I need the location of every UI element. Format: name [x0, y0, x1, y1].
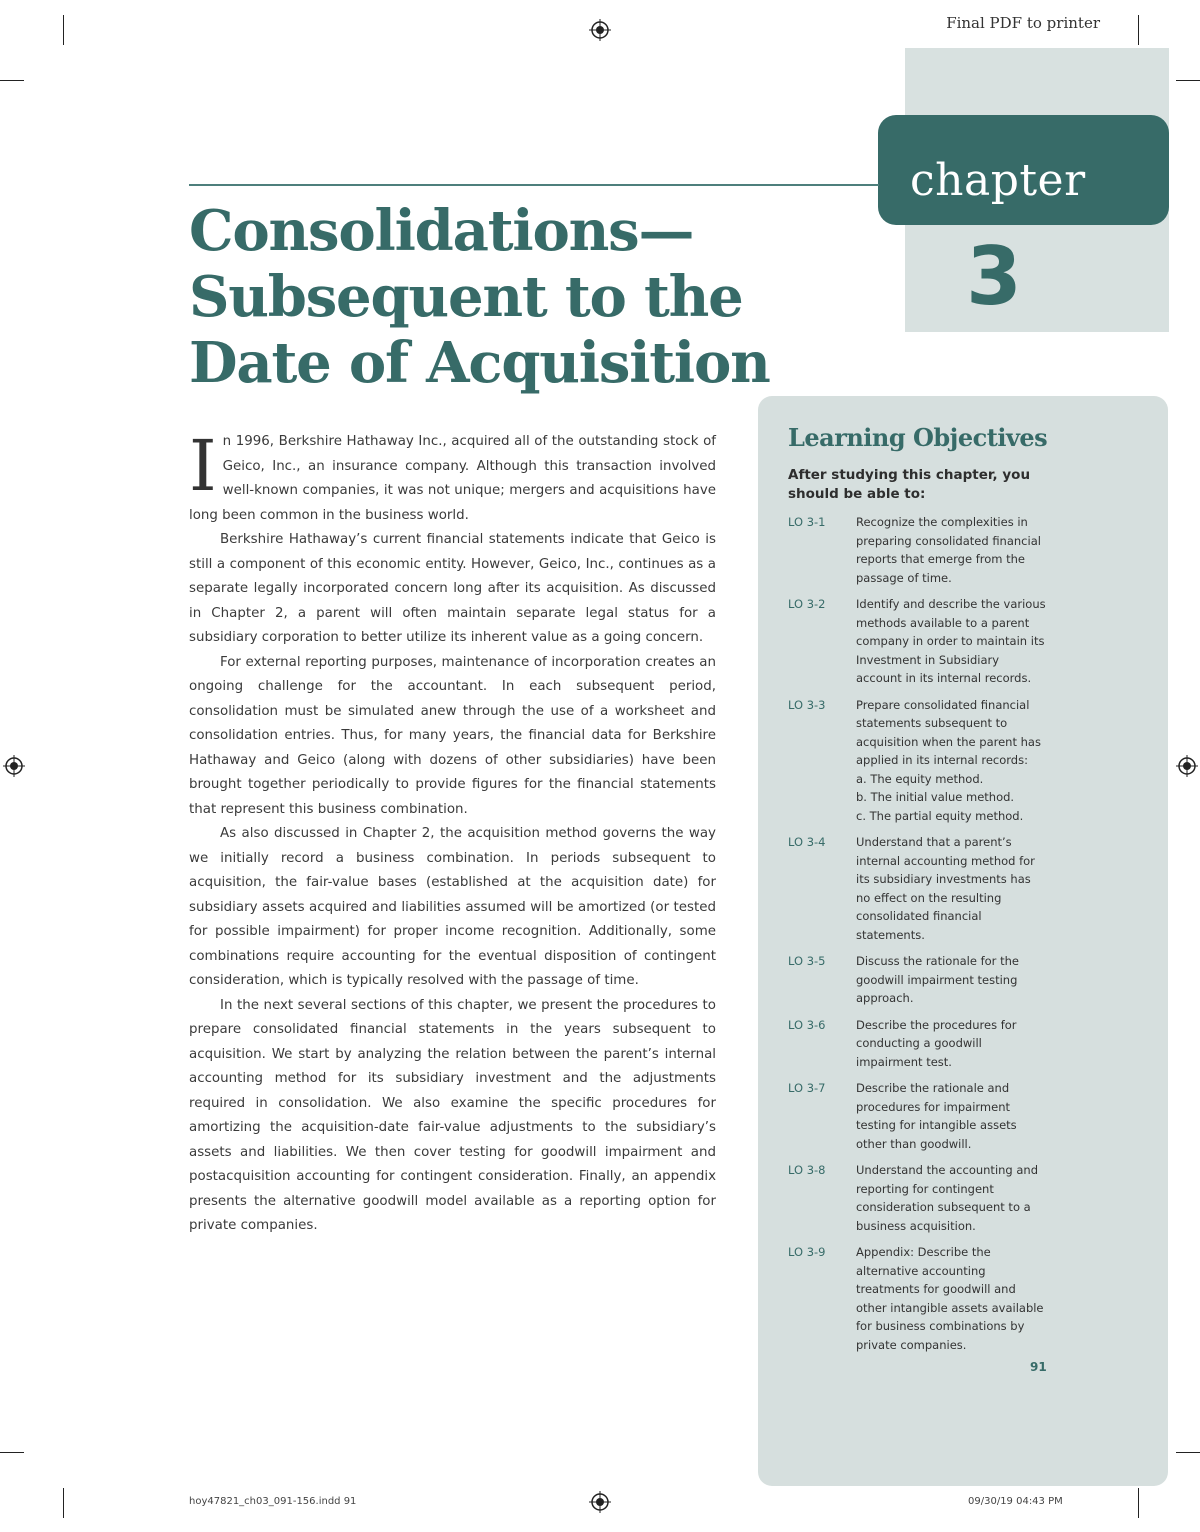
crop-mark — [1176, 80, 1200, 81]
page-number: 91 — [1030, 1360, 1047, 1374]
registration-mark-icon — [589, 19, 611, 41]
learning-objective-text — [856, 696, 1046, 826]
learning-objective-code: LO 3-3 — [788, 697, 826, 712]
crop-mark — [1176, 1452, 1200, 1453]
learning-objective-text — [856, 1079, 1046, 1153]
learning-objective-item — [788, 1243, 1053, 1354]
chapter-label: chapter — [910, 155, 1086, 206]
learning-objective-code: LO 3-7 — [788, 1081, 826, 1095]
title-rule — [189, 184, 879, 186]
paragraph: In the next several sections of this chapter, we present the procedures to prepare consolidated financial statements in the years subsequent to acquisition. We start by analyzing the relation between the parent’s internal accounting method for its subsidiary investment and the adjustments required in consolidation. We also examine the specific procedures for amortizing the acquisition-date fair-value adjustments to the subsidiary’s assets and liabilities. We then cover testing for goodwill impairment and postacquisition accounting for contingent consideration. Finally, an appendix presents the alternative goodwill model available as a reporting option for private companies. — [189, 997, 716, 1233]
learning-objective-text — [856, 1243, 1046, 1354]
learning-objective-description: Describe the procedures for conducting a goodwill impairment test. — [856, 1017, 1017, 1069]
learning-objective-item — [788, 1161, 1053, 1235]
learning-objective-description: Describe the rationale and procedures for impairment testing for intangible assets other than goodwill. — [856, 1081, 1017, 1151]
learning-objective-text — [856, 513, 1046, 587]
registration-mark-icon — [589, 1491, 611, 1513]
learning-objective-text — [856, 1161, 1046, 1235]
print-status-note: Final PDF to printer — [946, 14, 1100, 32]
learning-objective-item — [788, 833, 1053, 944]
paragraph: For external reporting purposes, maintenance of incorporation creates an ongoing challenge for the accountant. In each subsequent period, consolidation must be simulated anew through the use of a worksheet and consolidation entries. Thus, for many years, the financial data for Berkshire Hathaway and Geico (along with dozens of other subsidiaries) have been brought together periodically to provide figures for the financial statements that represent this business combination. — [189, 654, 716, 817]
learning-objective-description: Understand that a parent’s internal accounting method for its subsidiary investments has no effect on the resulting consolidated financial statements. — [856, 835, 1035, 942]
learning-objective-item — [788, 952, 1053, 1008]
learning-objective-item — [788, 1079, 1053, 1153]
learning-objective-code: LO 3-1 — [788, 515, 826, 529]
learning-objective-subitem: b. The initial value method. — [856, 790, 1015, 804]
crop-mark — [63, 15, 64, 45]
learning-objective-code: LO 3-2 — [788, 597, 826, 611]
learning-objective-item — [788, 696, 1053, 826]
learning-objective-text — [856, 595, 1046, 688]
learning-objectives-title: Learning Objectives — [788, 423, 1048, 452]
crop-mark — [63, 1488, 64, 1518]
learning-objective-text — [856, 1016, 1046, 1072]
learning-objective-text — [856, 833, 1046, 944]
crop-mark — [1138, 15, 1139, 45]
learning-objectives-intro: After studying this chapter, you should be able to: — [788, 467, 1031, 502]
learning-objective-item — [788, 595, 1053, 688]
paragraph — [189, 425, 716, 528]
learning-objective-description: Recognize the complexities in preparing consolidated financial reports that emerge from the passage of time. — [856, 515, 1041, 585]
registration-mark-icon — [3, 755, 25, 777]
learning-objective-code: LO 3-4 — [788, 835, 826, 849]
learning-objective-subitem: a. The equity method. — [856, 771, 984, 786]
learning-objective-subitem: c. The partial equity method. — [856, 808, 1024, 823]
learning-objective-code: LO 3-6 — [788, 1017, 826, 1032]
learning-objective-code: LO 3-5 — [788, 954, 826, 968]
chapter-title-line-1: Consolidations— — [189, 198, 694, 264]
file-slug: hoy47821_ch03_091-156.indd 91 — [189, 1496, 357, 1507]
learning-objective-item — [788, 513, 1053, 587]
crop-mark — [1138, 1488, 1139, 1518]
learning-objective-description: Understand the accounting and reporting for contingent consideration subsequent to a business acquisition. — [856, 1163, 1039, 1233]
learning-objective-item — [788, 1016, 1053, 1072]
learning-objective-description: Prepare consolidated financial statements subsequent to acquisition when the parent has applied in its internal records: — [856, 697, 1041, 767]
learning-objective-description: Discuss the rationale for the goodwill impairment testing approach. — [856, 954, 1019, 1005]
paragraph: Berkshire Hathaway’s current financial statements indicate that Geico is still a component of this economic entity. However, Geico, Inc., continues as a separate legally incorporated concern long after its acquisition. As discussed in Chapter 2, a parent will often maintain separate legal status for a subsidiary corporation to better utilize its inherent value as a going concern. — [189, 532, 716, 645]
learning-objective-text — [856, 952, 1046, 1008]
chapter-intro-text — [189, 425, 716, 1239]
paragraph: As also discussed in Chapter 2, the acquisition method governs the way we initially record a business combination. In periods subsequent to acquisition, the fair-value bases (established at the acquisition date) for subsidiary assets acquired and liabilities assumed will be amortized (or tested for possible impairment) for proper income recognition. Additionally, some combinations require accounting for the eventual disposition of contingent consideration, which is typically resolved with the passage of time. — [189, 826, 716, 988]
learning-objectives-list — [788, 513, 1053, 1362]
learning-objective-code: LO 3-9 — [788, 1245, 826, 1259]
crop-mark — [0, 1452, 24, 1453]
chapter-number: 3 — [966, 230, 1022, 323]
chapter-title-line-2: Subsequent to the — [189, 264, 743, 330]
crop-mark — [0, 80, 24, 81]
registration-mark-icon — [1176, 755, 1198, 777]
learning-objective-description: Identify and describe the various methods available to a parent company in order to maintain its Investment in Subsidiary account in its internal records. — [856, 597, 1046, 685]
chapter-title — [189, 198, 789, 396]
drop-cap: I — [189, 425, 217, 507]
chapter-title-line-3: Date of Acquisition — [189, 330, 770, 396]
learning-objective-description: Appendix: Describe the alternative accounting treatments for goodwill and other intangible assets available for business combinations by private companies. — [856, 1245, 1044, 1352]
learning-objective-code: LO 3-8 — [788, 1163, 826, 1177]
print-timestamp: 09/30/19 04:43 PM — [968, 1496, 1063, 1507]
paragraph-text: n 1996, Berkshire Hathaway Inc., acquired all of the outstanding stock of Geico, Inc., an insurance company. Although this transaction involved well-known companies, it was not unique; mergers and acquisitions have long been common in the business world. — [189, 434, 716, 523]
